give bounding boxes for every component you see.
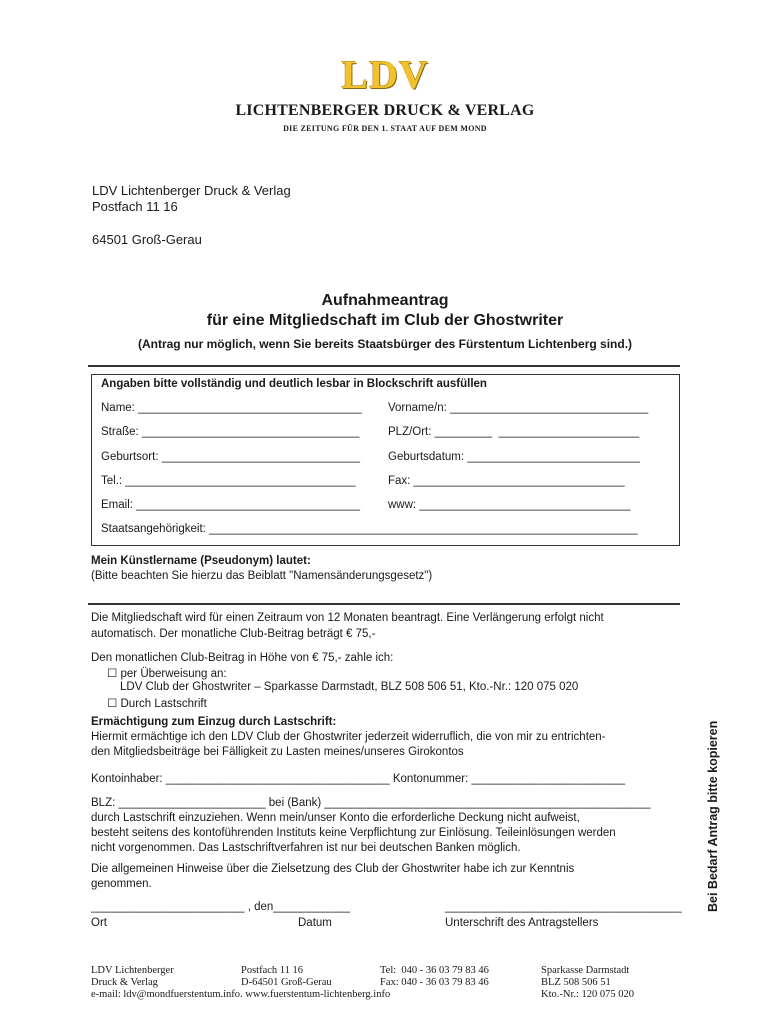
street-field[interactable]: Straße: __________________________________ — [101, 426, 360, 438]
ldv-logo: LDV — [341, 52, 429, 97]
form-note: (Antrag nur möglich, wenn Sie bereits Staatsbürger des Fürstentum Lichtenberg sind.) — [137, 337, 633, 351]
notice-text-2: genommen. — [91, 878, 152, 890]
footer-phone: Tel: 040 - 36 03 79 83 46 — [380, 965, 489, 976]
personal-data-box — [91, 374, 680, 546]
phone-field[interactable]: Tel.: ____________________________________ — [101, 475, 356, 487]
bank-code-field[interactable]: BLZ: _______________________ bei (Bank) ___________________________________________________ — [91, 797, 651, 809]
tagline: DIE ZEITUNG FÜR DEN 1. STAAT AUF DEM MOND — [283, 124, 487, 133]
debit-terms-2: besteht seitens des kontoführenden Instituts keine Verpflichtung zur Einlösung. Teileinlösungen werden — [91, 827, 616, 839]
notice-text-1: Die allgemeinen Hinweise über die Zielsetzung des Club der Ghostwriter habe ich zur Kenntnis — [91, 863, 575, 875]
footer-company-2: Druck & Verlag — [91, 977, 158, 988]
bank-detail: LDV Club der Ghostwriter – Sparkasse Darmstadt, BLZ 508 506 51, Kto.-Nr.: 120 075 020 — [120, 681, 579, 693]
birthplace-field[interactable]: Geburtsort: _______________________________ — [101, 451, 360, 463]
form-subtitle: für eine Mitgliedschaft im Club der Ghostwriter — [206, 312, 564, 329]
footer-blz: BLZ 508 506 51 — [541, 977, 611, 988]
place-date-line[interactable]: ________________________ , den____________ — [91, 901, 351, 913]
debit-terms-3: nicht vorgenommen. Das Lastschriftverfahren ist nur bei deutschen Banken möglich. — [91, 842, 521, 854]
birthdate-field[interactable]: Geburtsdatum: ___________________________ — [388, 451, 640, 463]
website-field[interactable]: www: _________________________________ — [388, 499, 631, 511]
divider — [88, 603, 680, 605]
membership-text-1: Die Mitgliedschaft wird für einen Zeitraum von 12 Monaten beantragt. Eine Verlängerung erfolgt nicht — [91, 612, 604, 624]
address-line-1: LDV Lichtenberger Druck & Verlag — [92, 183, 291, 198]
company-name: LICHTENBERGER DRUCK & VERLAG — [235, 102, 535, 119]
address-line-3: 64501 Groß-Gerau — [92, 232, 202, 247]
debit-text-2: den Mitgliedsbeiträge bei Fälligkeit zu Lasten meines/unseres Girokontos — [91, 746, 464, 758]
debit-text-1: Hiermit ermächtige ich den LDV Club der Ghostwriter jederzeit widerruflich, die von mir zu entrichten- — [91, 731, 606, 743]
date-label: Datum — [298, 917, 332, 929]
form-title: Aufnahmeantrag — [321, 292, 449, 309]
footer-fax: Fax: 040 - 36 03 79 83 46 — [380, 977, 489, 988]
footer-email-web: e-mail: ldv@mondfuerstentum.info. www.fuerstentum-lichtenberg.info — [91, 989, 391, 1000]
payment-intro: Den monatlichen Club-Beitrag in Höhe von € 75,- zahle ich: — [91, 652, 394, 664]
email-field[interactable]: Email: ___________________________________ — [101, 499, 360, 511]
footer-bank: Sparkasse Darmstadt — [541, 965, 630, 976]
signature-label: Unterschrift des Antragstellers — [445, 917, 599, 929]
zip-city-field[interactable]: PLZ/Ort: _________ ______________________ — [388, 426, 640, 438]
divider — [88, 365, 680, 367]
footer-postbox: Postfach 11 16 — [241, 965, 304, 976]
nationality-field[interactable]: Staatsangehörigkeit: ___________________________________________________________________ — [101, 523, 638, 535]
signature-line[interactable]: _____________________________________ — [445, 901, 682, 913]
pseudonym-note: (Bitte beachten Sie hierzu das Beiblatt "Namensänderungsgesetz") — [91, 570, 433, 582]
debit-heading: Ermächtigung zum Einzug durch Lastschrift: — [91, 716, 337, 728]
place-label: Ort — [91, 917, 107, 929]
name-field[interactable]: Name: ___________________________________ — [101, 402, 362, 414]
footer-company-1: LDV Lichtenberger — [91, 965, 174, 976]
fax-field[interactable]: Fax: _________________________________ — [388, 475, 625, 487]
address-line-2: Postfach 11 16 — [92, 199, 178, 214]
copy-note: Bei Bedarf Antrag bitte kopieren — [706, 720, 720, 912]
footer-city: D-64501 Groß-Gerau — [241, 977, 332, 988]
debit-checkbox[interactable]: ☐ Durch Lastschrift — [107, 698, 207, 710]
transfer-checkbox[interactable]: ☐ per Überweisung an: — [107, 668, 227, 680]
footer-account: Kto.-Nr.: 120 075 020 — [541, 989, 635, 1000]
first-name-field[interactable]: Vorname/n: _______________________________ — [388, 402, 649, 414]
membership-text-2: automatisch. Der monatliche Club-Beitrag beträgt € 75,- — [91, 628, 376, 640]
pseudonym-label: Mein Künstlername (Pseudonym) lautet: — [91, 555, 311, 567]
debit-terms-1: durch Lastschrift einzuziehen. Wenn mein/unser Konto die erforderliche Deckung nicht aufweist, — [91, 812, 580, 824]
box-heading: Angaben bitte vollständig und deutlich lesbar in Blockschrift ausfüllen — [101, 378, 487, 390]
account-holder-field[interactable]: Kontoinhaber: ___________________________________ Kontonummer: ________________________ — [91, 773, 625, 785]
